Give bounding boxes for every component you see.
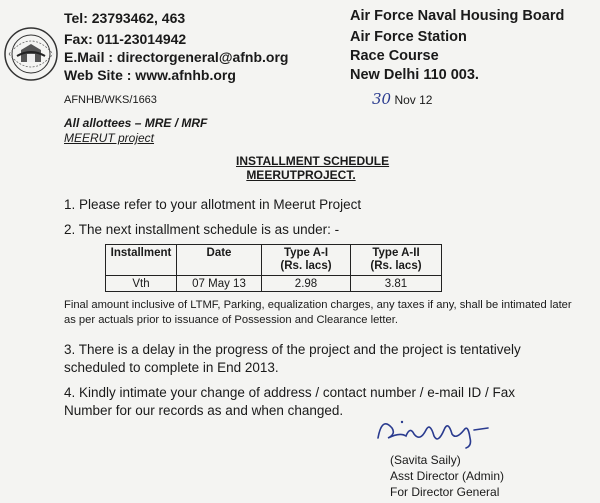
header-type-a2 <box>351 245 442 276</box>
signatory-designation: Asst Director (Admin) <box>390 469 505 483</box>
point-4: 4. Kindly intimate your change of address / contact number / e-mail ID / Fax Number for our records as and when changed. <box>64 385 515 418</box>
subject-title <box>236 154 390 182</box>
header-date: Date <box>177 245 262 276</box>
subject-line-1: INSTALLMENT SCHEDULE <box>236 154 390 168</box>
header-installment: Installment <box>106 245 177 276</box>
letter-date <box>372 90 432 108</box>
header-type-a1 <box>262 245 351 276</box>
point-2: 2. The next installment schedule is as under: - <box>64 222 340 237</box>
date-month-year: Nov 12 <box>394 93 433 107</box>
cell-type-a2: 3.81 <box>351 276 442 292</box>
email-line[interactable]: E.Mail : directorgeneral@afnb.org <box>64 49 289 65</box>
point-1: 1. Please refer to your allotment in Meerut Project <box>64 197 362 212</box>
header-type-a1-unit: (Rs. lacs) <box>280 259 332 272</box>
address-line-2: Race Course <box>350 48 439 64</box>
address-line-1: Air Force Station <box>350 29 467 45</box>
fax-line: Fax: 011-23014942 <box>64 31 187 47</box>
recipients-line: All allottees – MRE / MRF <box>64 116 208 130</box>
tel-line: Tel: 23793462, 463 <box>64 10 186 26</box>
cell-date: 07 May 13 <box>177 276 262 292</box>
org-name: Air Force Naval Housing Board <box>350 8 565 24</box>
signatory-block <box>390 452 504 500</box>
installment-schedule-table <box>105 244 442 292</box>
afnhb-emblem-icon <box>3 26 59 82</box>
header-type-a2-unit: (Rs. lacs) <box>370 259 422 272</box>
header-type-a2-label: Type A-II <box>372 247 420 259</box>
table-header-row <box>106 245 442 276</box>
address-line-3: New Delhi 110 003. <box>350 67 479 83</box>
date-day-handwritten: 30 <box>372 90 392 108</box>
point-3: 3. There is a delay in the progress of the project and the project is tentatively scheduled to complete in End 2013. <box>64 342 521 375</box>
subject-line-2: MEERUTPROJECT. <box>246 168 356 182</box>
final-amount-note: Final amount inclusive of LTMF, Parking, equalization charges, any taxes if any, shall be intimated later as per actuals prior to issuance of Possession and Clearance letter. <box>64 299 572 326</box>
cell-type-a1: 2.98 <box>262 276 351 292</box>
recipients-project: MEERUT project <box>64 131 155 145</box>
signatory-name: (Savita Saily) <box>390 453 461 467</box>
website-line[interactable]: Web Site : www.afnhb.org <box>64 67 236 83</box>
signature-icon <box>372 408 502 450</box>
header-type-a1-label: Type A-I <box>283 247 329 259</box>
signatory-for: For Director General <box>390 485 500 499</box>
table-row <box>106 276 442 292</box>
cell-installment: Vth <box>106 276 177 292</box>
reference-number: AFNHB/WKS/1663 <box>64 94 157 106</box>
